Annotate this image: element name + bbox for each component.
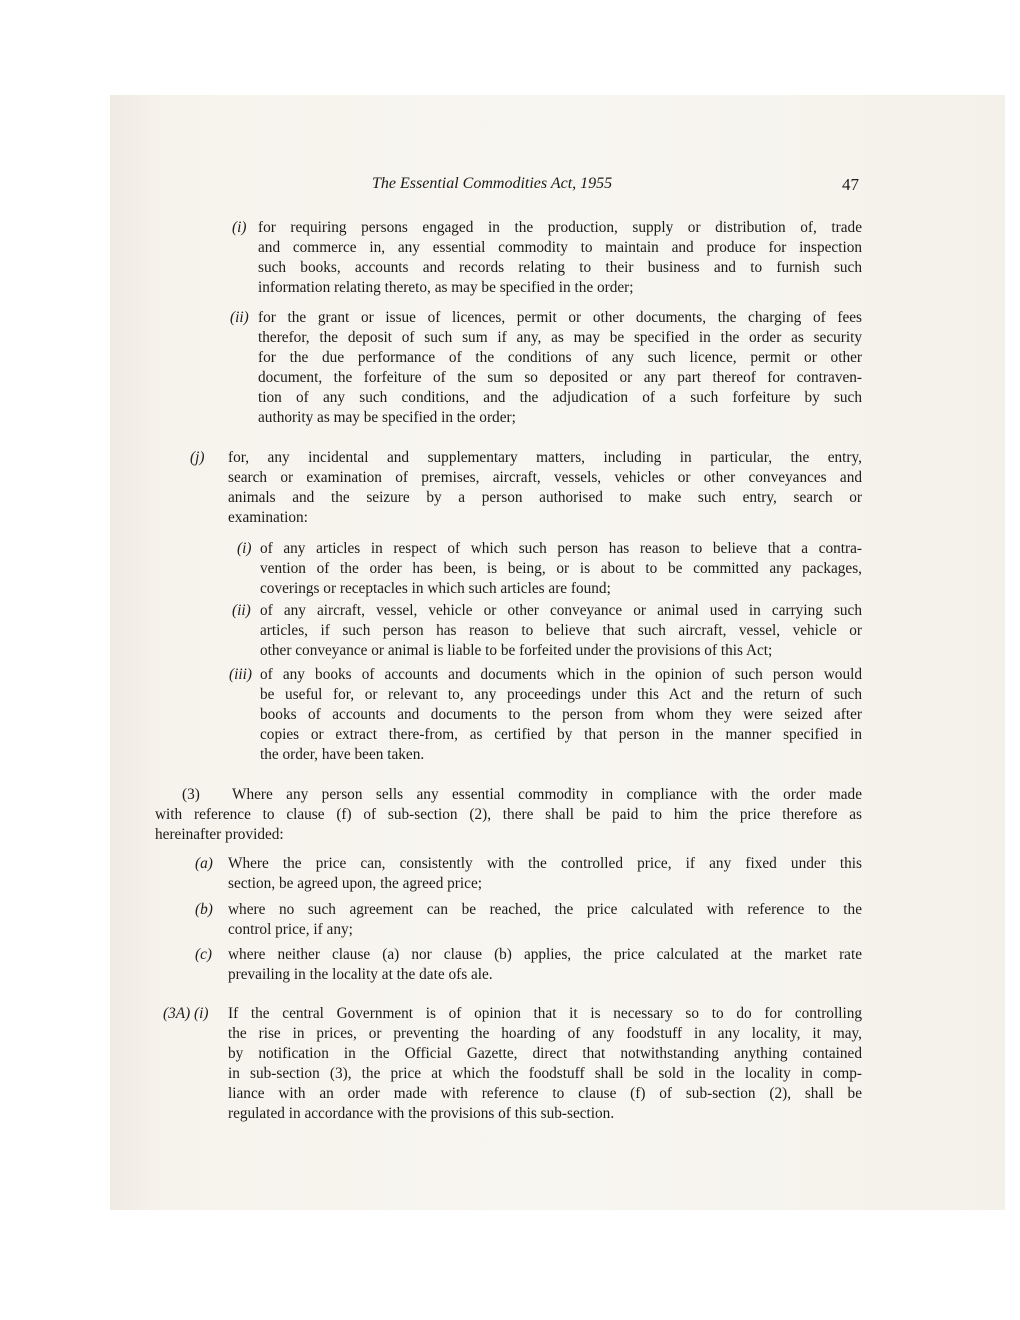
clause-paragraph: [228, 900, 862, 940]
text-line: Where the price can, consistently with the controlled price, if any fixed under this: [228, 855, 862, 872]
text-line: regulated in accordance with the provisions of this sub-section.: [228, 1105, 615, 1122]
text-line: animals and the seizure by a person authorised to make such entry, search or: [228, 489, 862, 506]
clause-label: (3A) (i): [163, 1005, 209, 1022]
clause-label: (j): [190, 449, 205, 466]
text-line: authority as may be specified in the order;: [258, 409, 516, 426]
clause-paragraph: [228, 448, 862, 528]
text-line: control price, if any;: [228, 921, 353, 938]
text-line: liance with an order made with reference to clause (f) of sub-section (2), shall be: [228, 1085, 862, 1102]
text-line: such books, accounts and records relating to their business and to furnish such: [258, 259, 862, 276]
clause-label: (i): [232, 219, 247, 236]
clause-paragraph: [228, 854, 862, 894]
text-line: document, the forfeiture of the sum so deposited or any part thereof for contraven-: [258, 369, 862, 386]
text-line: be useful for, or relevant to, any proceedings under this Act and the return of such: [260, 686, 862, 703]
text-line: of any aircraft, vessel, vehicle or other conveyance or animal used in carrying such: [260, 602, 862, 619]
clause-label: (iii): [229, 666, 252, 683]
text-line: in sub-section (3), the price at which the foodstuff shall be sold in the locality in comp-: [228, 1065, 862, 1082]
text-line: other conveyance or animal is liable to be forfeited under the provisions of this Act;: [260, 642, 773, 659]
text-line: information relating thereto, as may be specified in the order;: [258, 279, 634, 296]
text-line: for requiring persons engaged in the production, supply or distribution of, trade: [258, 219, 862, 236]
text-line: with reference to clause (f) of sub-section (2), there shall be paid to him the price therefore as: [155, 806, 862, 823]
text-line: the rise in prices, or preventing the hoarding of any foodstuff in any locality, it may,: [228, 1025, 862, 1042]
clause-paragraph: [258, 308, 862, 428]
page-number: 47: [842, 175, 859, 194]
text-line: for, any incidental and supplementary matters, including in particular, the entry,: [228, 449, 862, 466]
text-line: of any books of accounts and documents which in the opinion of such person would: [260, 666, 862, 683]
text-line: of any articles in respect of which such person has reason to believe that a contra-: [260, 540, 862, 557]
text-line: and commerce in, any essential commodity to maintain and produce for inspection: [258, 239, 862, 256]
running-header: The Essential Commodities Act, 1955: [372, 175, 613, 192]
text-line: therefor, the deposit of such sum if any, as may be specified in the order as security: [258, 329, 862, 346]
clause-label: (ii): [232, 602, 251, 619]
clause-label: (ii): [230, 309, 249, 326]
clause-paragraph: [260, 539, 862, 599]
clause-label: (a): [195, 855, 213, 872]
text-line: search or examination of premises, aircraft, vessels, vehicles or other conveyances and: [228, 469, 862, 486]
text-line: for the grant or issue of licences, permit or other documents, the charging of fees: [258, 309, 862, 326]
clause-label: (c): [195, 946, 212, 963]
clause-label: (b): [195, 901, 213, 918]
text-line: section, be agreed upon, the agreed price;: [228, 875, 482, 892]
text-line: copies or extract there-from, as certified by that person in the manner specified in: [260, 726, 862, 743]
text-line: tion of any such conditions, and the adjudication of a such forfeiture by such: [258, 389, 862, 406]
clause-paragraph: [260, 601, 862, 661]
clause-paragraph: [260, 665, 862, 765]
text-line: where neither clause (a) nor clause (b) applies, the price calculated at the market rate: [228, 946, 862, 963]
text-line: the order, have been taken.: [260, 746, 425, 763]
text-line: articles, if such person has reason to believe that such aircraft, vessel, vehicle or: [260, 622, 862, 639]
clause-label: (i): [237, 540, 252, 557]
text-line: If the central Government is of opinion that it is necessary so to do for controlling: [228, 1005, 862, 1022]
clause-paragraph: [258, 218, 862, 298]
text-line: Where any person sells any essential commodity in compliance with the order made: [232, 786, 862, 803]
text-line: coverings or receptacles in which such articles are found;: [260, 580, 611, 597]
text-line: by notification in the Official Gazette, direct that notwithstanding anything contained: [228, 1045, 862, 1062]
clause-paragraph: [155, 785, 862, 845]
text-line: for the due performance of the conditions of any such licence, permit or other: [258, 349, 862, 366]
text-line: vention of the order has been, is being, or is about to be committed any packages,: [260, 560, 862, 577]
text-line: books of accounts and documents to the person from whom they were seized after: [260, 706, 862, 723]
clause-label: (3): [182, 786, 200, 803]
text-line: where no such agreement can be reached, the price calculated with reference to the: [228, 901, 862, 918]
text-line: hereinafter provided:: [155, 826, 284, 843]
text-line: prevailing in the locality at the date ofs ale.: [228, 966, 493, 983]
clause-paragraph: [228, 1004, 862, 1124]
text-line: examination:: [228, 509, 308, 526]
clause-paragraph: [228, 945, 862, 985]
